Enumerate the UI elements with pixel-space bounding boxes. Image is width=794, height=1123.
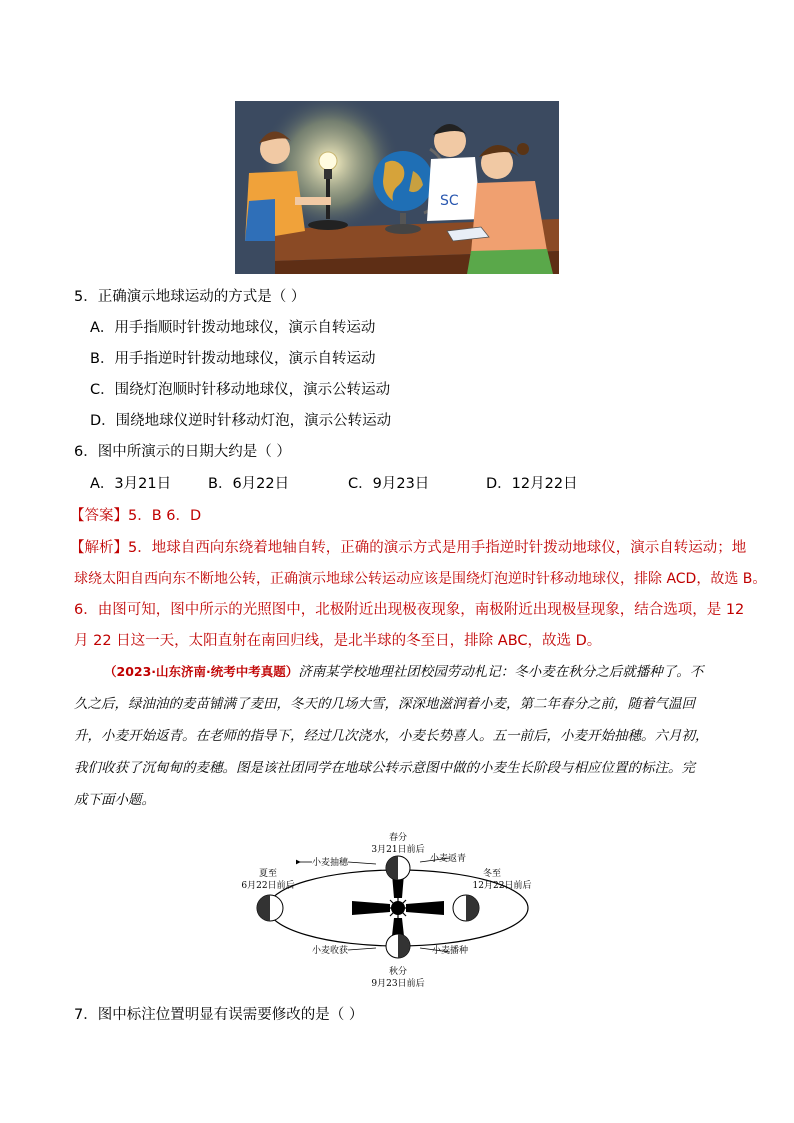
illustration-graphic <box>235 101 559 274</box>
svg-text:SC: SC <box>440 193 459 209</box>
passage-line-2: 久之后，绿油油的麦苗铺满了麦田，冬天的几场大雪，深深地滋润着小麦，第二年春分之前，随着气温回 <box>74 696 695 712</box>
earth-winter-icon <box>453 895 479 921</box>
analysis-line-3: 6．由图可知，图中所示的光照图中，北极附近出现极夜现象，南极附近出现极昼现象，结合选项，是 12 <box>74 602 745 618</box>
question-6-stem: 6．图中所演示的日期大约是（ ） <box>74 444 291 460</box>
passage-source: （2023·山东济南·统考中考真题） <box>104 664 299 679</box>
passage-line-4: 我们收获了沉甸甸的麦穗。图是该社团同学在地球公转示意图中做的小麦生长阶段与相应位置的标注。完 <box>74 760 695 776</box>
passage-line-5: 成下面小题。 <box>74 792 155 808</box>
passage-line-1 <box>104 662 703 682</box>
analysis-line-4: 月 22 日这一天，太阳直射在南回归线，是北半球的冬至日，排除 ABC，故选 D。 <box>74 633 602 649</box>
autumn-name: 秋分 <box>388 967 408 977</box>
answer-block <box>70 506 201 526</box>
earth-autumn-icon <box>386 934 410 958</box>
label-sowing: 小麦播种 <box>432 946 469 956</box>
passage-line-3: 升，小麦开始返青。在老师的指导下，经过几次浇水，小麦长势喜人。五一前后，小麦开始抽穗。六月初， <box>74 728 709 744</box>
spring-date: 3月21日前后 <box>371 845 425 855</box>
earth-summer-icon <box>257 895 283 921</box>
label-greening: 小麦返青 <box>430 854 467 864</box>
autumn-date: 9月23日前后 <box>371 979 425 989</box>
question-7-stem: 7．图中标注位置明显有误需要修改的是（ ） <box>74 1007 364 1023</box>
earth-orbit-diagram <box>240 828 560 990</box>
analysis-line-2: 球绕太阳自西向东不断地公转，正确演示地球公转运动应该是围绕灯泡逆时针移动地球仪，排除 ACD，故选 B。 <box>74 571 767 587</box>
analysis-text-1: 5．地球自西向东绕着地轴自转，正确的演示方式是用手指逆时针拨动地球仪，演示自转运动；地 <box>128 540 747 556</box>
summer-name: 夏至 <box>258 869 278 879</box>
question-6-option-c: C．9月23日 <box>348 476 430 492</box>
question-6-option-d: D．12月22日 <box>486 476 578 492</box>
spring-name: 春分 <box>388 833 408 843</box>
question-5-option-d: D．围绕地球仪逆时针移动灯泡，演示公转运动 <box>90 413 392 429</box>
analysis-label: 【解析】 <box>70 540 128 556</box>
question-6-option-b: B．6月22日 <box>208 476 290 492</box>
winter-name: 冬至 <box>482 869 502 879</box>
globe-demo-illustration <box>235 101 559 274</box>
winter-date: 12月22日前后 <box>472 881 532 891</box>
answer-text: 5．B 6．D <box>128 508 202 524</box>
label-harvest: 小麦收获 <box>312 946 349 956</box>
question-5-option-c: C．围绕灯泡顺时针移动地球仪，演示公转运动 <box>90 382 391 398</box>
orbit-graphic <box>240 828 560 990</box>
question-6-option-a: A．3月21日 <box>90 476 172 492</box>
question-5-stem: 5．正确演示地球运动的方式是（ ） <box>74 289 306 305</box>
answer-label: 【答案】 <box>70 508 128 524</box>
question-5-option-b: B．用手指逆时针拨动地球仪，演示自转运动 <box>90 351 376 367</box>
analysis-line-1 <box>70 538 746 558</box>
earth-spring-icon <box>386 856 410 880</box>
question-5-option-a: A．用手指顺时针拨动地球仪，演示自转运动 <box>90 320 376 336</box>
label-heading: 小麦抽穗 <box>312 858 349 868</box>
passage-text-1: 济南某学校地理社团校园劳动札记：冬小麦在秋分之后就播种了。不 <box>298 664 704 680</box>
summer-date: 6月22日前后 <box>241 881 295 891</box>
